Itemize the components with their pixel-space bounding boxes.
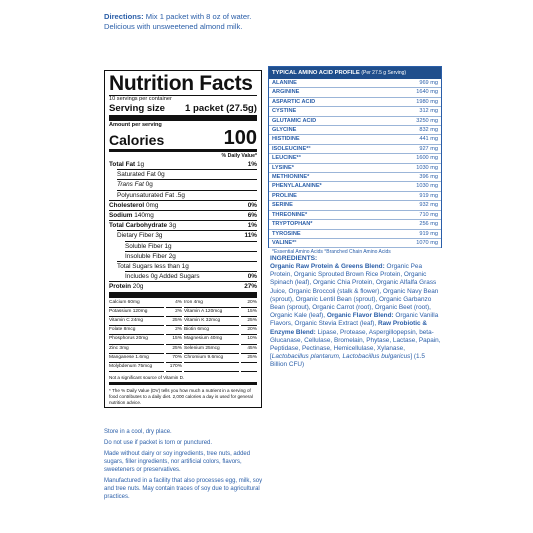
- amino-acid-title: TYPICAL AMINO ACID PROFILE: [272, 70, 360, 76]
- nutrient-row: [125, 271, 257, 281]
- vitamin-mineral-name: Molybdenum 75mcg: [109, 363, 164, 372]
- amino-acid-row: [269, 230, 441, 239]
- amino-acid-amount: 710 mg: [419, 211, 438, 218]
- nutrient-row: [109, 210, 257, 220]
- nutrient-label: Polyunsaturated Fat: [117, 191, 175, 199]
- amino-acid-row: [269, 201, 441, 210]
- daily-value-header: % Daily Value*: [221, 153, 257, 159]
- nutrient-name: [125, 252, 176, 261]
- nutrient-row: [125, 251, 257, 261]
- probiotic-cfu: ] (1.5 Billion CFU): [270, 353, 425, 369]
- nutrient-label: Dietary Fiber: [117, 232, 154, 240]
- directions-label: Directions:: [104, 12, 144, 21]
- nutrient-amount: less than 1g: [154, 263, 189, 271]
- nutrient-name: [117, 180, 153, 189]
- nutrient-row: [117, 230, 257, 240]
- amino-acid-row: [269, 182, 441, 191]
- nutrient-label: Sodium: [109, 212, 133, 220]
- nutrient-daily-value: 6%: [247, 212, 257, 220]
- amino-acid-amount: 1640 mg: [416, 89, 438, 96]
- nutrient-name: [109, 160, 144, 169]
- amino-acid-header: [269, 67, 441, 79]
- amino-acid-row: [269, 145, 441, 154]
- vitamin-mineral-dv: 4%: [166, 299, 182, 308]
- amino-acid-name: ALANINE: [272, 80, 297, 86]
- greens-blend-label: Organic Raw Protein & Greens Blend:: [270, 263, 385, 270]
- nutrient-row: [109, 200, 257, 210]
- nutrient-amount: 140mg: [134, 212, 154, 220]
- nutrient-amount: 0g: [157, 171, 165, 179]
- amino-acid-name: LYSINE*: [272, 164, 294, 171]
- amino-acid-amount: 1030 mg: [416, 164, 438, 171]
- nutrient-row: [117, 179, 257, 189]
- amino-acid-row: [269, 173, 441, 182]
- vitamin-mineral-dv: 25%: [241, 317, 257, 326]
- flavor-blend-label: Organic Flavor Blend:: [326, 312, 394, 320]
- vitamin-mineral-name: Selenium 25mcg: [184, 345, 239, 354]
- amino-acid-footnote: *Essential Amino Acids °Branched Chain Amino Acids: [272, 249, 391, 256]
- amino-acid-amount: 932 mg: [419, 202, 438, 209]
- amino-acid-name: THREONINE*: [272, 211, 308, 218]
- vitamin-mineral-dv: 15%: [166, 335, 182, 344]
- vitamin-mineral-dv: 20%: [241, 299, 257, 308]
- nutrient-label: Insoluble Fiber: [125, 252, 167, 260]
- nutrient-label: Includes: [125, 273, 149, 281]
- amino-acid-row: [269, 220, 441, 229]
- nutrient-label: Trans Fat: [117, 181, 144, 189]
- nutrient-amount: 3g: [155, 232, 163, 240]
- not-significant-note: Not a significant source of Vitamin D.: [109, 375, 185, 381]
- nutrient-label: Total Fat: [109, 161, 136, 168]
- nutrient-rows: [109, 160, 257, 292]
- amino-acid-amount: 3250 mg: [416, 117, 438, 124]
- calories-row: [109, 129, 257, 148]
- amino-acid-rows: [269, 79, 441, 248]
- nutrient-name: [117, 231, 162, 240]
- serving-size: [109, 103, 257, 114]
- nutrient-name: [117, 170, 165, 179]
- amino-acid-name: GLUTAMIC ACID: [272, 117, 317, 124]
- vitamin-mineral-name: [184, 363, 239, 372]
- vitamin-mineral-dv: 20%: [241, 326, 257, 335]
- amino-acid-amount: 1980 mg: [416, 98, 438, 105]
- nutrient-label: Cholesterol: [109, 201, 145, 209]
- amino-acid-amount: 927 mg: [419, 145, 438, 152]
- nutrient-amount: 20g: [132, 283, 144, 291]
- amino-acid-name: ISOLEUCINE*°: [272, 145, 311, 152]
- vitamin-mineral-dv: 170%: [166, 363, 182, 372]
- vitamin-mineral-dv: 45%: [241, 345, 257, 354]
- nutrient-amount: 0g Added Sugars: [150, 273, 200, 281]
- nutrient-amount: 1g: [136, 161, 145, 168]
- vitamin-mineral-dv: 25%: [241, 354, 257, 363]
- nutrient-row: [117, 190, 257, 200]
- amino-acid-amount: 919 mg: [419, 230, 438, 237]
- calories-value: 100: [223, 127, 257, 149]
- amino-acid-name: SERINE: [272, 202, 293, 209]
- amino-acid-name: LEUCINE*°: [272, 155, 301, 162]
- amino-acid-profile: [268, 66, 442, 256]
- amino-acid-amount: 441 mg: [419, 136, 438, 143]
- calories-label: Calories: [109, 132, 165, 148]
- nutrient-daily-value: 27%: [244, 283, 257, 291]
- nutrient-row: [109, 281, 257, 291]
- vitamin-mineral-name: Iron 4mg: [184, 299, 239, 308]
- serving-size-label: Serving size: [109, 103, 165, 114]
- nutrient-daily-value: 1%: [247, 222, 257, 230]
- vitamin-mineral-name: Zinc 3mg: [109, 345, 164, 354]
- amino-acid-amount: 1600 mg: [416, 155, 438, 162]
- nutrient-label: Protein: [109, 283, 132, 291]
- nutrient-row: [109, 220, 257, 230]
- nutrient-daily-value: 11%: [244, 232, 257, 240]
- directions-text: Mix 1 packet with 8 oz of water. Delicious with unsweetened almond milk.: [104, 12, 252, 32]
- vitamin-mineral-grid: [109, 299, 257, 373]
- directions: [104, 12, 274, 33]
- amino-acid-amount: 919 mg: [419, 192, 438, 199]
- vitamin-mineral-dv: 25%: [166, 317, 182, 326]
- daily-value-footnote: * The % Daily Value (DV) tells you how much a nutrient in a serving of food contributes to a daily diet. 2,000 calories a day is used for general nutrition advice.: [109, 388, 253, 406]
- probiotic-blend-text: Lipase, Protease, Aspergillopepsin, beta-Glucanase, Cellulase, Bromelain, Phytase, Lactase, Papain, Peptidase, Pectinase, Hemicellulase, Xylanase, [: [270, 328, 441, 361]
- vitamin-mineral-name: Biotin 6mcg: [184, 326, 239, 335]
- vitamin-mineral-dv: 10%: [241, 335, 257, 344]
- amino-acid-amount: 1070 mg: [416, 239, 438, 246]
- amino-acid-name: HISTIDINE: [272, 136, 300, 143]
- amino-acid-row: [269, 154, 441, 163]
- amino-acid-row: [269, 211, 441, 220]
- nutrient-label: Total Sugars: [117, 263, 153, 271]
- amino-acid-name: ASPARTIC ACID: [272, 98, 316, 105]
- storage-note: Manufactured in a facility that also processes egg, milk, soy and tree nuts. May contain traces of soy due to agricultural practices.: [104, 478, 263, 500]
- amino-acid-amount: 256 mg: [419, 221, 438, 228]
- greens-blend-text: Organic Pea Protein, Organic Sprouted Brown Rice Protein, Organic Spinach (leaf), Organic Chia Protein, Organic Alfalfa Grass Juice, Organic Broccoli (stalk & flower), Organic Navy Bean (sprout), Organic Lentil Bean (sprout), Organic Garbanzo Bean (sprout), Organic Carrot (root), Organic Beet (root), Organic Kale (leaf),: [270, 263, 439, 320]
- vitamin-mineral-name: Calcium 60mg: [109, 299, 164, 308]
- nutrient-amount: .5g: [175, 191, 185, 199]
- amino-acid-amount: 969 mg: [419, 80, 438, 86]
- amino-acid-name: CYSTINE: [272, 108, 297, 115]
- amino-acid-subtitle: (Per 27.5 g Serving): [361, 70, 407, 76]
- ingredients-text: [270, 263, 442, 370]
- amino-acid-name: TRYPTOPHAN*: [272, 221, 313, 228]
- nutrient-daily-value: 0%: [247, 273, 257, 281]
- amino-acid-name: VALINE*°: [272, 239, 297, 246]
- nutrition-facts-panel: [104, 70, 262, 408]
- amino-acid-row: [269, 239, 441, 248]
- nutrient-name: [109, 282, 143, 291]
- vitamin-mineral-dv: [241, 363, 257, 372]
- vitamin-mineral-dv: 2%: [166, 326, 182, 335]
- amino-acid-row: [269, 164, 441, 173]
- vitamin-mineral-dv: 15%: [241, 308, 257, 317]
- nutrient-name: [109, 221, 176, 230]
- amino-acid-amount: 396 mg: [419, 174, 438, 181]
- vitamin-mineral-name: Manganese 1.6mg: [109, 354, 164, 363]
- amino-acid-row: [269, 192, 441, 201]
- amount-per-serving: Amount per serving: [109, 122, 162, 128]
- storage-notes: [104, 428, 270, 504]
- amino-acid-row: [269, 135, 441, 144]
- vitamin-mineral-name: Vitamin A 120mcg: [184, 308, 239, 317]
- amino-acid-name: GLYCINE: [272, 127, 297, 134]
- vitamin-mineral-dv: 70%: [166, 354, 182, 363]
- amino-acid-row: [269, 79, 441, 88]
- servings-per-container: 10 servings per container: [109, 96, 172, 102]
- nutrient-label: Saturated Fat: [117, 171, 156, 179]
- nutrient-daily-value: 0%: [247, 201, 257, 209]
- amino-acid-row: [269, 117, 441, 126]
- nutrient-label: Total Carbohydrate: [109, 222, 168, 230]
- flavor-blend-text: Organic Vanilla Flavors, Organic Stevia Extract (leaf),: [270, 312, 439, 328]
- amino-acid-row: [269, 107, 441, 116]
- nutrient-amount: 0mg: [145, 201, 159, 209]
- nutrient-name: [125, 272, 200, 281]
- vitamin-mineral-dv: 25%: [166, 345, 182, 354]
- nutrient-row: [109, 160, 257, 169]
- amino-acid-name: METHIONINE*: [272, 174, 310, 181]
- vitamin-mineral-name: Potassium 120mg: [109, 308, 164, 317]
- nutrient-name: [109, 201, 158, 210]
- nutrient-daily-value: 1%: [247, 161, 257, 168]
- storage-note: Store in a cool, dry place.: [104, 429, 172, 435]
- vitamin-mineral-name: Phosphorus 20mg: [109, 335, 164, 344]
- nutrient-row: [117, 169, 257, 179]
- nutrient-row: [125, 241, 257, 251]
- amino-acid-name: PHENYLALANINE*: [272, 183, 322, 190]
- amino-acid-amount: 832 mg: [419, 127, 438, 134]
- nutrient-amount: 2g: [168, 252, 176, 260]
- storage-note: Do not use if packet is torn or punctured.: [104, 440, 213, 446]
- nutrient-name: [125, 242, 172, 251]
- nutrient-label: Soluble Fiber: [125, 242, 163, 250]
- amino-acid-amount: 312 mg: [419, 108, 438, 115]
- ingredients-section: [270, 254, 442, 370]
- storage-note: Made without dairy or soy ingredients, tree nuts, added sugars, filler ingredients, nor artificial colors, flavors, sweeteners or preservatives.: [104, 451, 251, 473]
- nutrient-name: [117, 262, 189, 271]
- vitamin-mineral-name: Chromium 9.6mcg: [184, 354, 239, 363]
- amino-acid-name: ARGININE: [272, 89, 300, 96]
- vitamin-mineral-name: Vitamin C 24mg: [109, 317, 164, 326]
- amino-acid-row: [269, 126, 441, 135]
- nutrient-row: [117, 261, 257, 271]
- nutrient-amount: 1g: [164, 242, 172, 250]
- ingredients-title: INGREDIENTS:: [270, 255, 318, 262]
- probiotic-strains: Lactobacillus plantarum, Lactobacillus bulgaricus: [271, 353, 411, 361]
- amino-acid-row: [269, 98, 441, 107]
- vitamin-mineral-name: Folate 8mcg: [109, 326, 164, 335]
- amino-acid-row: [269, 88, 441, 97]
- vitamin-mineral-name: Magnesium 40mg: [184, 335, 239, 344]
- vitamin-mineral-name: Vitamin K 32mcg: [184, 317, 239, 326]
- serving-size-value: 1 packet (27.5g): [185, 103, 257, 114]
- amino-acid-name: PROLINE: [272, 192, 297, 199]
- amino-acid-amount: 1030 mg: [416, 183, 438, 190]
- probiotic-blend-label: Raw Probiotic & Enzyme Blend:: [270, 320, 427, 336]
- nutrition-title: Nutrition Facts: [109, 72, 253, 95]
- amino-acid-name: TYROSINE: [272, 230, 301, 237]
- nutrient-amount: 0g: [145, 181, 153, 189]
- vitamin-mineral-dv: 2%: [166, 308, 182, 317]
- nutrient-amount: 3g: [168, 222, 177, 230]
- nutrient-name: [109, 211, 154, 220]
- nutrient-name: [117, 191, 185, 200]
